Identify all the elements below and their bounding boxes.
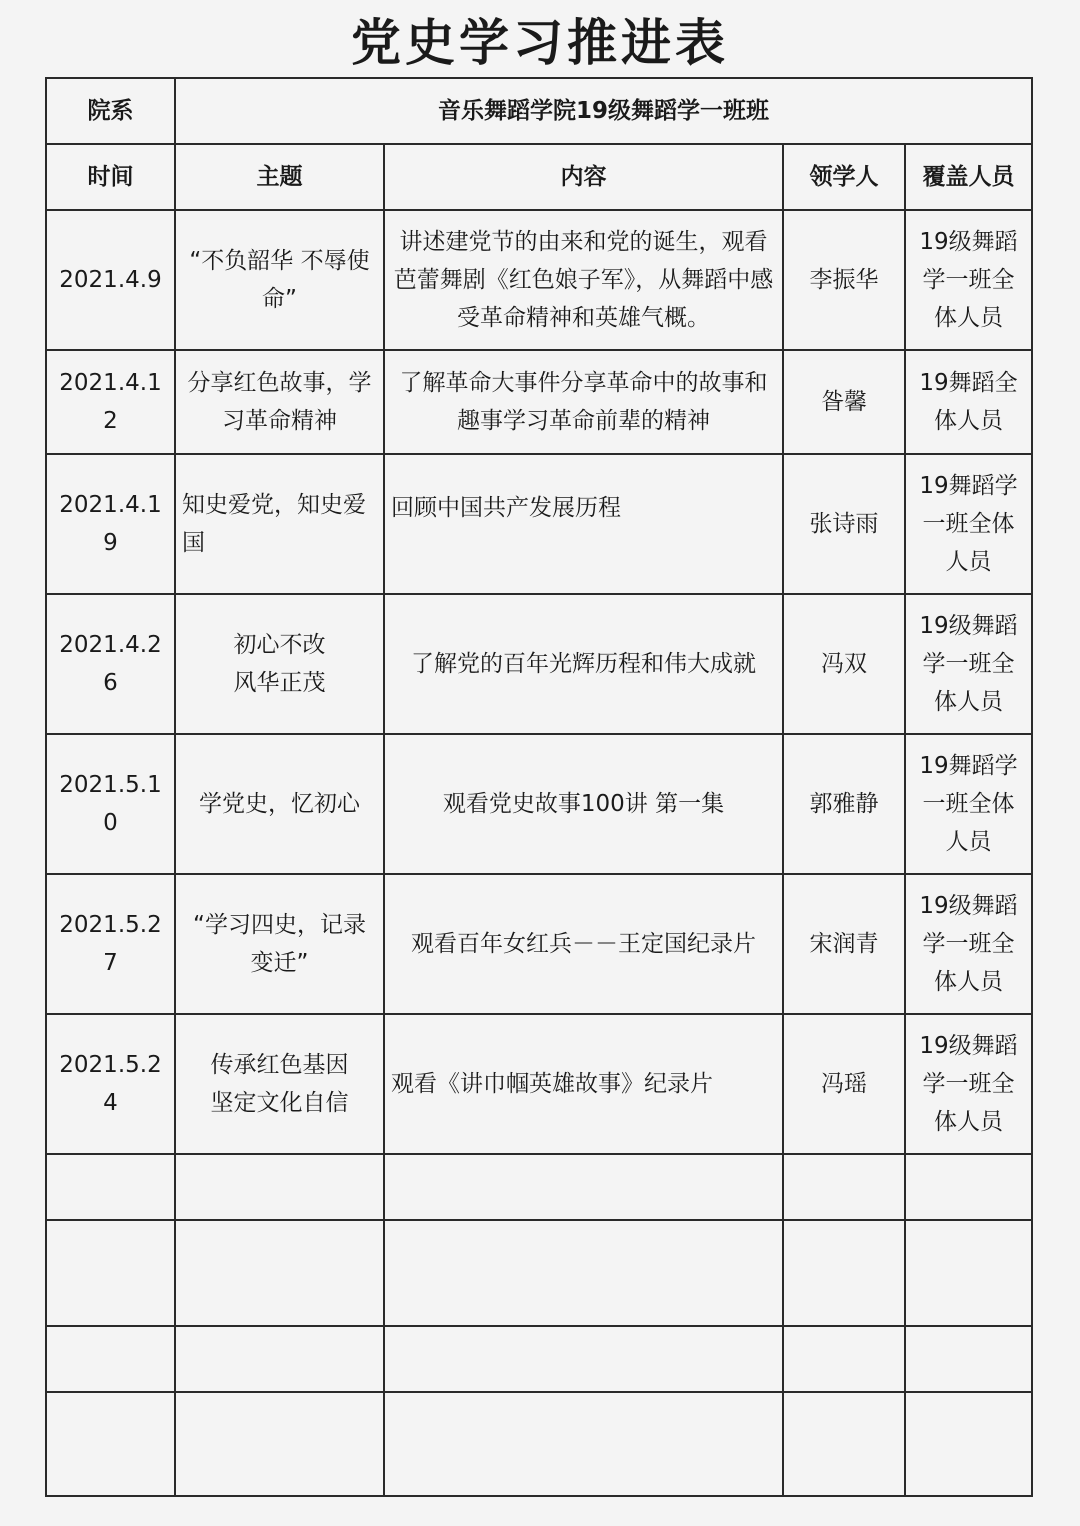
page-title: 党史学习推进表: [351, 14, 729, 72]
empty-cell: [175, 1220, 384, 1326]
row-theme: 传承红色基因 坚定文化自信: [175, 1014, 384, 1154]
department-label: 院系: [46, 78, 175, 144]
row-date: 2021.4.9: [46, 210, 175, 350]
column-header-leader: 领学人: [783, 144, 905, 210]
row-date: 2021.4.26: [46, 594, 175, 734]
empty-row: [46, 1326, 1032, 1392]
row-leader: 昝馨: [783, 350, 905, 454]
row-content: 讲述建党节的由来和党的诞生，观看芭蕾舞剧《红色娘子军》，从舞蹈中感受革命精神和英雄气概。: [384, 210, 783, 350]
header-row: [46, 144, 1032, 210]
empty-cell: [175, 1326, 384, 1392]
department-value: 音乐舞蹈学院19级舞蹈学一班班: [175, 78, 1032, 144]
empty-cell: [46, 1392, 175, 1496]
row-leader: 冯双: [783, 594, 905, 734]
empty-cell: [783, 1220, 905, 1326]
empty-row: [46, 1392, 1032, 1496]
empty-cell: [46, 1326, 175, 1392]
row-leader: 张诗雨: [783, 454, 905, 594]
row-coverage: 19级舞蹈学一班全体人员: [905, 1014, 1032, 1154]
row-coverage: 19级舞蹈学一班全体人员: [905, 594, 1032, 734]
row-date: 2021.4.19: [46, 454, 175, 594]
row-leader: 郭雅静: [783, 734, 905, 874]
empty-cell: [46, 1154, 175, 1220]
row-theme: “不负韶华 不辱使命”: [175, 210, 384, 350]
row-leader: 李振华: [783, 210, 905, 350]
column-header-coverage: 覆盖人员: [905, 144, 1032, 210]
department-row: [46, 78, 1032, 144]
column-header-theme: 主题: [175, 144, 384, 210]
table-row: [46, 210, 1032, 350]
column-header-content: 内容: [384, 144, 783, 210]
empty-cell: [175, 1154, 384, 1220]
table-row: [46, 454, 1032, 594]
empty-cell: [905, 1154, 1032, 1220]
row-leader: 冯瑶: [783, 1014, 905, 1154]
empty-row: [46, 1220, 1032, 1326]
row-coverage: 19舞蹈全体人员: [905, 350, 1032, 454]
table-row: [46, 594, 1032, 734]
table-row: [46, 350, 1032, 454]
row-theme: 知史爱党，知史爱国: [175, 454, 384, 594]
empty-cell: [175, 1392, 384, 1496]
table-row: [46, 1014, 1032, 1154]
row-coverage: 19舞蹈学一班全体人员: [905, 454, 1032, 594]
empty-cell: [384, 1220, 783, 1326]
row-coverage: 19舞蹈学一班全体人员: [905, 734, 1032, 874]
row-coverage: 19级舞蹈学一班全体人员: [905, 874, 1032, 1014]
row-date: 2021.5.27: [46, 874, 175, 1014]
row-date: 2021.5.24: [46, 1014, 175, 1154]
table-row: [46, 734, 1032, 874]
study-progress-table: [45, 77, 1033, 1497]
empty-cell: [46, 1220, 175, 1326]
row-leader: 宋润青: [783, 874, 905, 1014]
empty-cell: [783, 1392, 905, 1496]
row-theme: “学习四史，记录变迁”: [175, 874, 384, 1014]
empty-cell: [384, 1392, 783, 1496]
empty-cell: [783, 1326, 905, 1392]
empty-cell: [905, 1392, 1032, 1496]
empty-cell: [905, 1220, 1032, 1326]
empty-cell: [384, 1326, 783, 1392]
row-theme: 分享红色故事，学习革命精神: [175, 350, 384, 454]
row-theme: 学党史，忆初心: [175, 734, 384, 874]
row-date: 2021.5.10: [46, 734, 175, 874]
row-theme: 初心不改 风华正茂: [175, 594, 384, 734]
column-header-date: 时间: [46, 144, 175, 210]
empty-row: [46, 1154, 1032, 1220]
row-coverage: 19级舞蹈学一班全体人员: [905, 210, 1032, 350]
table-row: [46, 874, 1032, 1014]
row-content: 观看《讲巾帼英雄故事》纪录片: [384, 1014, 783, 1154]
empty-cell: [905, 1326, 1032, 1392]
empty-cell: [783, 1154, 905, 1220]
row-content: 观看党史故事100讲 第一集: [384, 734, 783, 874]
row-date: 2021.4.12: [46, 350, 175, 454]
row-content: 了解党的百年光辉历程和伟大成就: [384, 594, 783, 734]
row-content: 了解革命大事件分享革命中的故事和趣事学习革命前辈的精神: [384, 350, 783, 454]
empty-cell: [384, 1154, 783, 1220]
row-content: 观看百年女红兵－－王定国纪录片: [384, 874, 783, 1014]
row-content: 回顾中国共产发展历程: [384, 454, 783, 594]
